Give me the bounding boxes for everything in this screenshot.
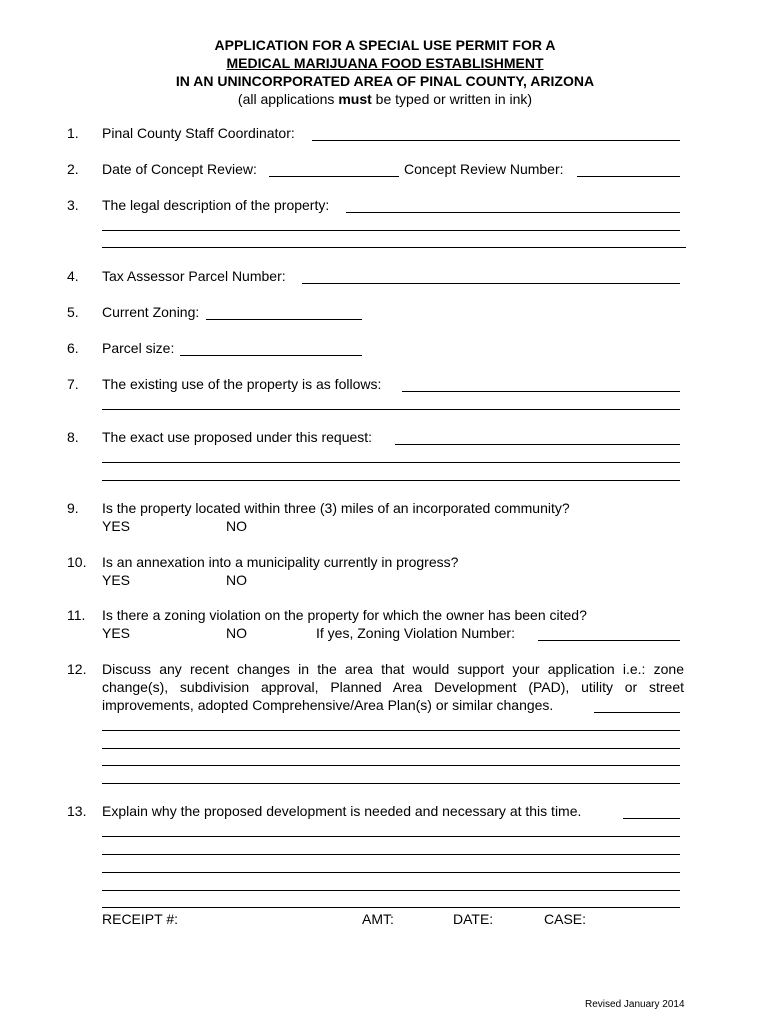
- annexation-yes-option[interactable]: YES: [102, 572, 131, 588]
- receipt-number-label: RECEIPT #:: [102, 911, 178, 927]
- legal-description-field-1[interactable]: [346, 212, 680, 213]
- item-number-5: 5.: [67, 304, 79, 320]
- proposed-use-field-3[interactable]: [102, 480, 680, 481]
- recent-changes-field-3[interactable]: [102, 748, 680, 749]
- proposed-use-field-1[interactable]: [395, 444, 680, 445]
- zoning-violation-number-field[interactable]: [538, 640, 680, 641]
- concept-review-date-label: Date of Concept Review:: [102, 161, 257, 177]
- form-instructions: [0, 90, 770, 108]
- zoning-violation-no-option[interactable]: NO: [226, 625, 247, 641]
- zoning-violation-question: Is there a zoning violation on the property for which the owner has been cited?: [102, 607, 587, 623]
- existing-use-field-1[interactable]: [402, 391, 680, 392]
- zoning-violation-yes-option[interactable]: YES: [102, 625, 131, 641]
- item-number-6: 6.: [67, 340, 79, 356]
- amount-label: AMT:: [362, 911, 394, 927]
- form-title-line-1: APPLICATION FOR A SPECIAL USE PERMIT FOR A: [214, 37, 556, 53]
- zoning-violation-number-label: If yes, Zoning Violation Number:: [316, 625, 515, 641]
- legal-description-label: The legal description of the property:: [102, 197, 330, 213]
- date-label: DATE:: [453, 911, 494, 927]
- development-need-field-1[interactable]: [623, 818, 680, 819]
- development-need-field-5[interactable]: [102, 890, 680, 891]
- form-title-line-2: MEDICAL MARIJUANA FOOD ESTABLISHMENT: [226, 55, 544, 71]
- recent-changes-field-1[interactable]: [594, 712, 680, 713]
- annexation-no-option[interactable]: NO: [226, 572, 247, 588]
- legal-description-field-2[interactable]: [102, 230, 680, 231]
- item-number-11: 11.: [67, 607, 86, 623]
- item-number-10: 10.: [67, 554, 87, 570]
- development-need-field-3[interactable]: [102, 854, 680, 855]
- legal-description-field-3[interactable]: [102, 247, 686, 248]
- current-zoning-field[interactable]: [206, 319, 362, 320]
- existing-use-field-2[interactable]: [102, 409, 680, 410]
- parcel-number-field[interactable]: [302, 283, 680, 284]
- form-title-line-3: IN AN UNINCORPORATED AREA OF PINAL COUNTY, ARIZONA: [175, 73, 595, 89]
- parcel-number-label: Tax Assessor Parcel Number:: [102, 268, 286, 284]
- item-number-13: 13.: [67, 803, 87, 819]
- item-number-3: 3.: [67, 197, 79, 213]
- concept-review-number-field[interactable]: [577, 176, 680, 177]
- item-number-8: 8.: [67, 429, 79, 445]
- item-number-7: 7.: [67, 376, 79, 392]
- instructions-post: be typed or written in ink): [371, 91, 533, 107]
- three-miles-yes-option[interactable]: YES: [102, 518, 131, 534]
- current-zoning-label: Current Zoning:: [102, 304, 200, 320]
- existing-use-label: The existing use of the property is as follows:: [102, 376, 382, 392]
- development-need-field-6[interactable]: [102, 907, 680, 908]
- item-number-2: 2.: [67, 161, 79, 177]
- development-need-field-4[interactable]: [102, 872, 680, 873]
- revision-date: Revised January 2014: [585, 999, 685, 1010]
- development-need-field-2[interactable]: [102, 836, 680, 837]
- proposed-use-field-2[interactable]: [102, 462, 680, 463]
- item-number-4: 4.: [67, 268, 79, 284]
- staff-coordinator-label: Pinal County Staff Coordinator:: [102, 125, 295, 141]
- concept-review-date-field[interactable]: [269, 176, 399, 177]
- annexation-question: Is an annexation into a municipality currently in progress?: [102, 554, 459, 570]
- parcel-size-label: Parcel size:: [102, 340, 175, 356]
- recent-changes-field-2[interactable]: [102, 730, 680, 731]
- recent-changes-question: Discuss any recent changes in the area that would support your application i.e.: zone change(s), subdivision approval, Planned Area Development (PAD), utility or street improvements, adopted Comprehensive/Area Plan(s) or similar changes.: [102, 661, 684, 713]
- development-need-question: Explain why the proposed development is needed and necessary at this time.: [102, 803, 582, 819]
- item-number-1: 1.: [67, 125, 79, 141]
- staff-coordinator-field[interactable]: [312, 140, 680, 141]
- instructions-bold: must: [338, 91, 372, 107]
- item-number-12: 12.: [67, 661, 87, 677]
- recent-changes-field-5[interactable]: [102, 783, 680, 784]
- instructions-pre: (all applications: [237, 91, 339, 107]
- proposed-use-label: The exact use proposed under this request:: [102, 429, 373, 445]
- three-miles-no-option[interactable]: NO: [226, 518, 247, 534]
- concept-review-number-label: Concept Review Number:: [404, 161, 564, 177]
- case-label: CASE:: [544, 911, 587, 927]
- parcel-size-field[interactable]: [180, 355, 362, 356]
- item-number-9: 9.: [67, 500, 79, 516]
- recent-changes-field-4[interactable]: [102, 765, 680, 766]
- three-miles-question: Is the property located within three (3) miles of an incorporated community?: [102, 500, 570, 516]
